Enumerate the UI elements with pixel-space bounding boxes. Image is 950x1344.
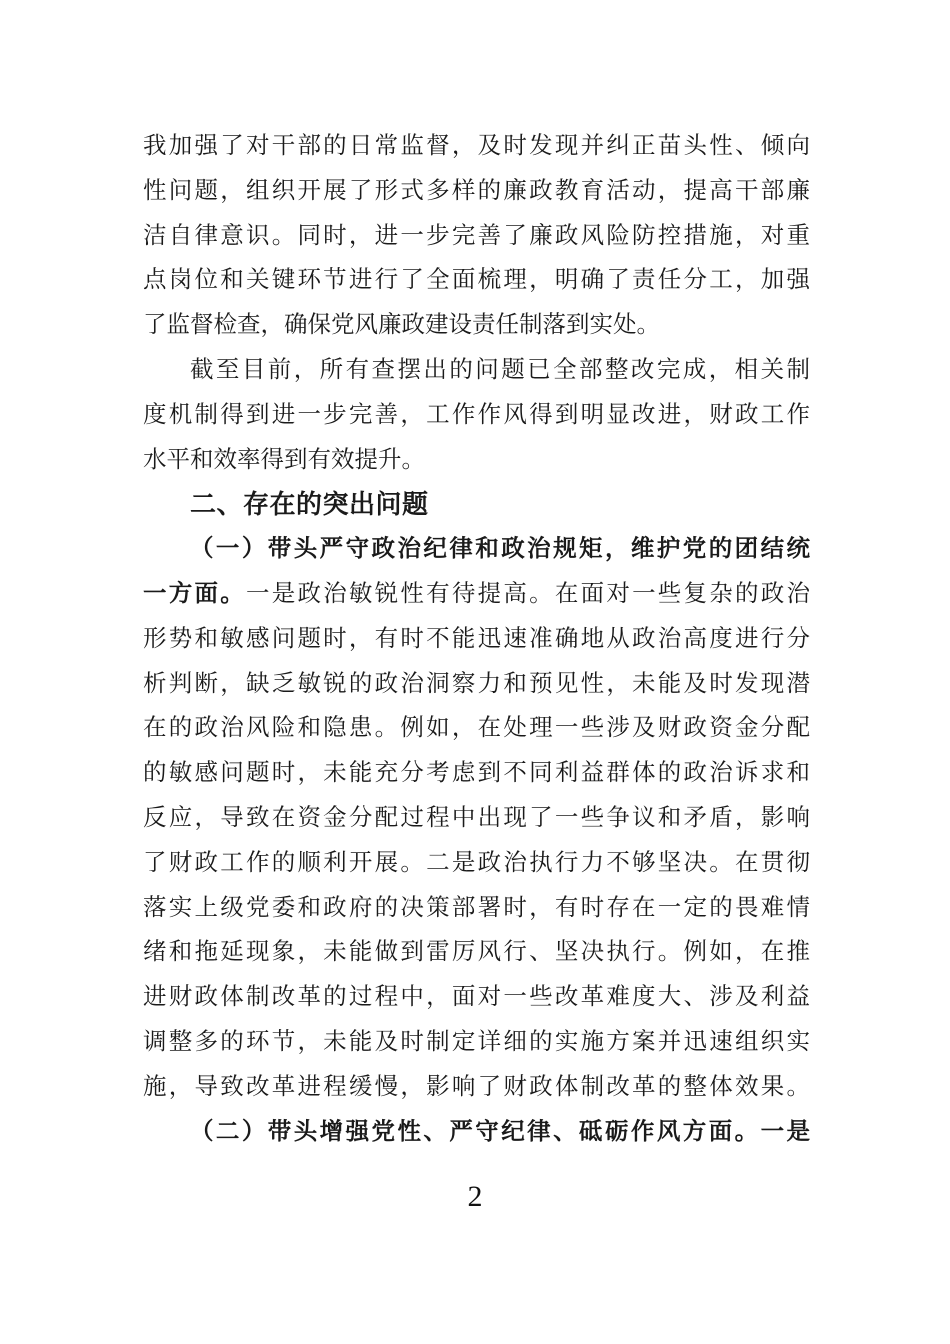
text-run: 我加强了对干部的日常监督，及时发现并纠正苗头性、倾向 xyxy=(143,133,810,159)
text-run: 度机制得到进一步完善，工作作风得到明显改进，财政工作 xyxy=(143,401,810,428)
text-line xyxy=(143,1020,810,1065)
text-line xyxy=(143,482,810,527)
text-run: 反应，导致在资金分配过程中出现了一些争议和矛盾，影响 xyxy=(143,804,810,831)
text-run: 在的政治风险和隐患。例如，在处理一些涉及财政资金分配 xyxy=(143,715,810,742)
text-run: 了监督检查，确保党风廉政建设责任制落到实处。 xyxy=(143,312,660,339)
text-run: 了财政工作的顺利开展。二是政治执行力不够坚决。在贯彻 xyxy=(143,849,810,876)
text-run: （二）带头增强党性、严守纪律、砥砺作风方面。一是 xyxy=(190,1118,810,1145)
text-line xyxy=(143,796,810,841)
text-run: 形势和敏感问题时，有时不能迅速准确地从政治高度进行分 xyxy=(143,625,810,652)
text-line xyxy=(143,751,810,796)
text-line xyxy=(143,1065,810,1110)
section-heading-text: 二、存在的突出问题 xyxy=(190,489,429,520)
text-line xyxy=(143,975,810,1020)
text-run: 绪和拖延现象，未能做到雷厉风行、坚决执行。例如，在推 xyxy=(143,939,810,966)
text-run: 水平和效率得到有效提升。 xyxy=(143,446,425,473)
text-line xyxy=(143,841,810,886)
text-line xyxy=(143,393,810,438)
text-run: （一）带头严守政治纪律和政治规矩，维护党的团结统 xyxy=(190,536,810,563)
text-line xyxy=(143,662,810,707)
text-run: 的敏感问题时，未能充分考虑到不同利益群体的政治诉求和 xyxy=(143,760,810,787)
text-line xyxy=(143,572,810,617)
text-run: 点岗位和关键环节进行了全面梳理，明确了责任分工，加强 xyxy=(143,267,810,294)
text-line xyxy=(143,886,810,931)
text-run: 性问题，组织开展了形式多样的廉政教育活动，提高干部廉 xyxy=(143,177,810,204)
text-line xyxy=(143,348,810,393)
text-run: 洁自律意识。同时，进一步完善了廉政风险防控措施，对重 xyxy=(143,222,810,249)
text-line xyxy=(143,258,810,303)
text-line xyxy=(143,214,810,259)
text-line xyxy=(143,303,810,348)
text-line xyxy=(143,438,810,483)
document-body xyxy=(143,124,810,1154)
text-line xyxy=(143,617,810,662)
text-line xyxy=(143,1110,810,1155)
text-line xyxy=(143,169,810,214)
text-run: 析判断，缺乏敏锐的政治洞察力和预见性，未能及时发现潜 xyxy=(143,670,810,697)
text-run: 落实上级党委和政府的决策部署时，有时存在一定的畏难情 xyxy=(143,894,810,921)
text-line xyxy=(143,706,810,751)
text-run: 进财政体制改革的过程中，面对一些改革难度大、涉及利益 xyxy=(143,984,810,1011)
text-line xyxy=(143,124,810,169)
page-number: 2 xyxy=(467,1180,483,1213)
text-run: 调整多的环节，未能及时制定详细的实施方案并迅速组织实 xyxy=(143,1028,810,1055)
text-run: 一方面。 xyxy=(143,580,246,607)
text-line xyxy=(143,930,810,975)
text-line xyxy=(143,527,810,572)
text-run: 一是政治敏锐性有待提高。在面对一些复杂的政治 xyxy=(245,580,811,607)
text-run: 截至目前，所有查摆出的问题已全部整改完成，相关制 xyxy=(190,356,810,383)
text-run: 施，导致改革进程缓慢，影响了财政体制改革的整体效果。 xyxy=(143,1073,810,1100)
